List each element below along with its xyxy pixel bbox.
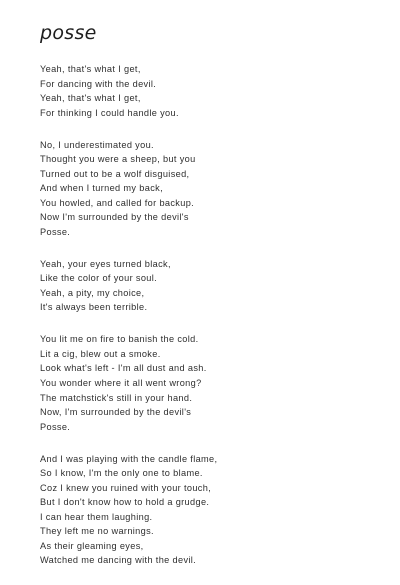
poem-body <box>40 62 370 585</box>
poem-line: Look what's left - I'm all dust and ash. <box>40 363 207 374</box>
stanza-1 <box>40 62 370 120</box>
stanza-4 <box>40 332 370 434</box>
poem-line: Like the color of your soul. <box>40 273 158 284</box>
poem-line: For dancing with the devil. <box>40 78 157 89</box>
poem-line: You lit me on fire to banish the cold. <box>40 334 199 345</box>
poem-line: Lit a cig, blew out a smoke. <box>40 348 161 359</box>
poem-line: Posse. <box>40 421 71 432</box>
poem-line: You wonder where it all went wrong? <box>40 378 202 389</box>
poem-title: posse <box>40 22 97 44</box>
poem-line: It's always been terrible. <box>40 302 148 313</box>
poem-line: Thought you were a sheep, but you <box>40 154 196 165</box>
poem-line: You howled, and called for backup. <box>40 197 195 208</box>
poem-line: As their gleaming eyes, <box>40 540 144 551</box>
poem-line: Yeah, that's what I get, <box>40 93 141 104</box>
poem-line: Coz I knew you ruined with your touch, <box>40 482 212 493</box>
poem-line: For thinking I could handle you. <box>40 107 179 118</box>
poem-line: Yeah, a pity, my choice, <box>40 287 145 298</box>
stanza-2 <box>40 138 370 240</box>
poem-line: Now, I'm surrounded by the devil's <box>40 407 192 418</box>
poem-line: And when I turned my back, <box>40 183 163 194</box>
poem-line: I can hear them laughing. <box>40 511 153 522</box>
poem-line: So I know, I'm the only one to blame. <box>40 468 203 479</box>
poem-line: Yeah, that's what I get, <box>40 64 141 74</box>
poem-line: No, I underestimated you. <box>40 139 154 150</box>
poem-line: Watched me dancing with the devil. <box>40 555 197 566</box>
poem-line: Now I'm surrounded by the devil's <box>40 212 189 223</box>
poem-line: Posse. <box>40 226 71 237</box>
poem-line: Yeah, your eyes turned black, <box>40 258 171 269</box>
poem-line: Turned out to be a wolf disguised, <box>40 168 190 179</box>
stanza-5 <box>40 452 370 568</box>
poem-line: The matchstick's still in your hand. <box>40 392 193 403</box>
poem-line: They left me no warnings. <box>40 526 154 537</box>
poem-line: And I was playing with the candle flame, <box>40 453 218 464</box>
poem-line: But I don't know how to hold a grudge. <box>40 497 210 508</box>
stanza-3 <box>40 257 370 315</box>
